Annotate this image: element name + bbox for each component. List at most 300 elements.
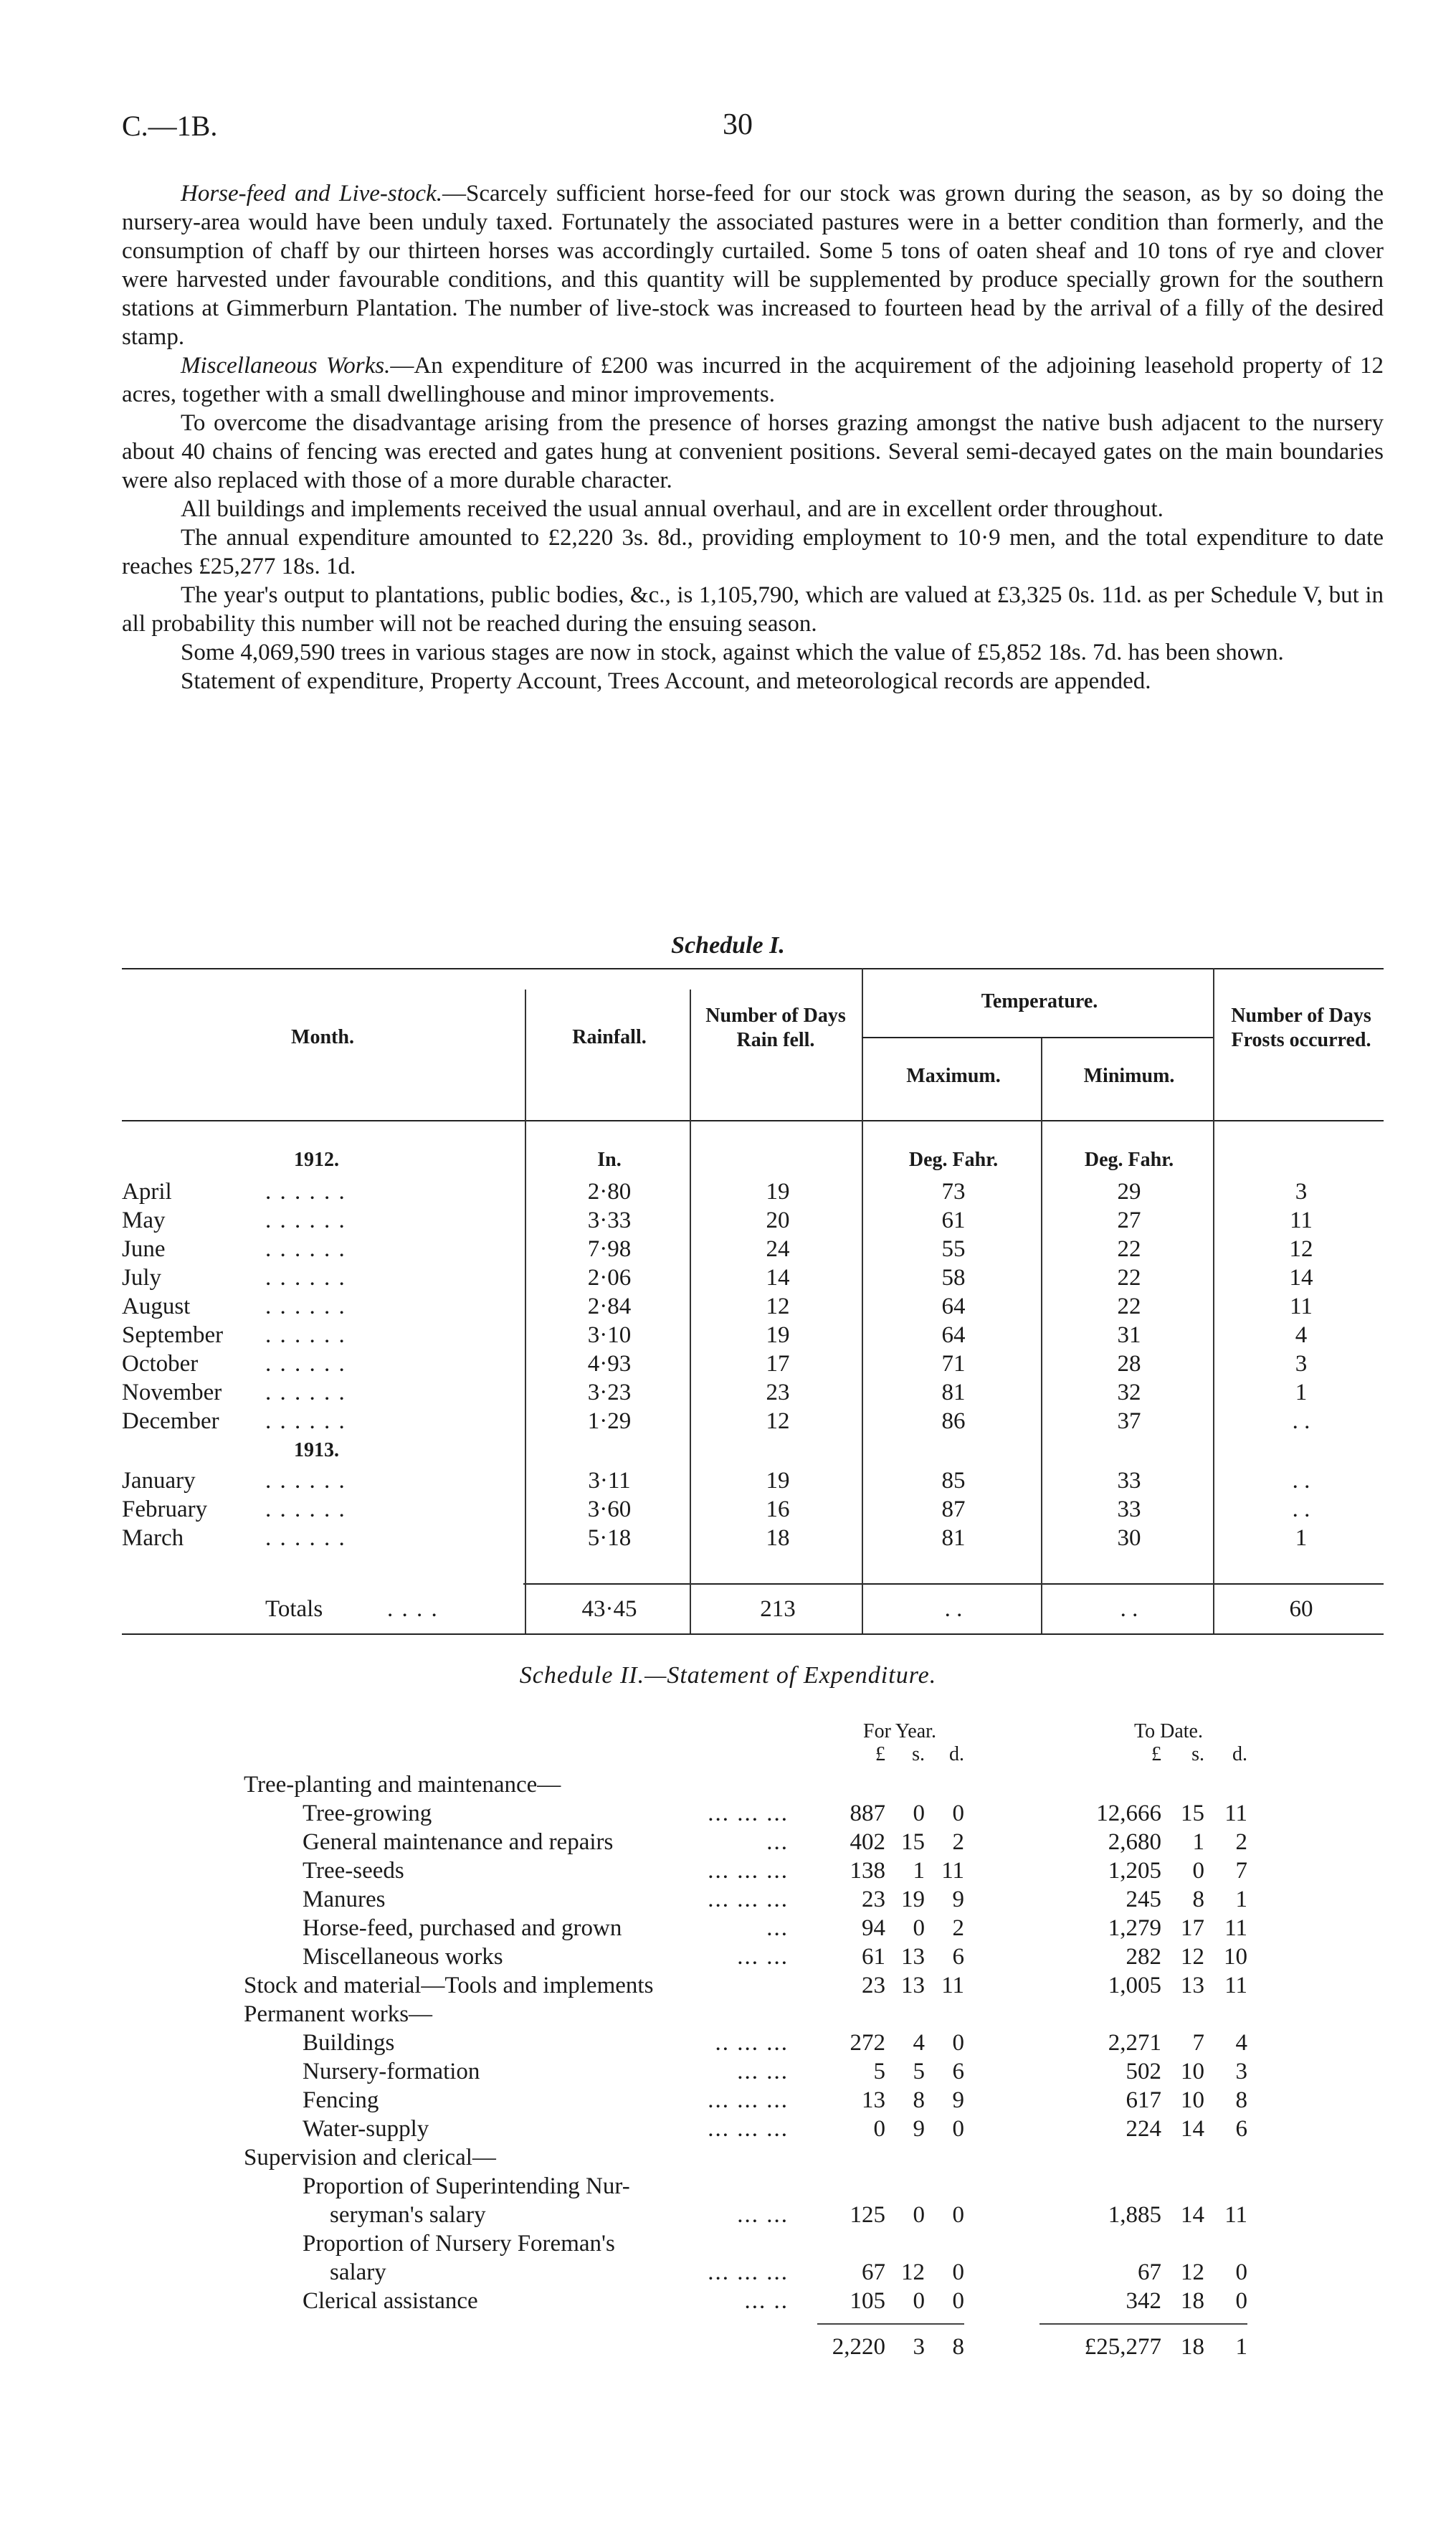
table-rule-header [122, 1120, 1384, 1121]
frosts-cell: . . [1292, 1496, 1310, 1522]
date-pence: 3 [1235, 2059, 1247, 2084]
rain-days-cell: 16 [766, 1496, 790, 1522]
date-pounds: 1,205 [1108, 1858, 1161, 1884]
table-row [122, 1265, 1384, 1294]
year-shillings: 15 [901, 1829, 925, 1855]
frosts-cell: 11 [1290, 1208, 1313, 1233]
pounds-heading: £ [875, 1743, 885, 1765]
year-pounds: 105 [850, 2288, 885, 2314]
min-temp-cell: 33 [1117, 1468, 1141, 1494]
month-cell: March [122, 1525, 184, 1551]
table-row [122, 1294, 1384, 1322]
paragraph [122, 409, 1384, 495]
year-shillings: 1 [913, 1858, 925, 1884]
year-pounds: 13 [862, 2087, 885, 2113]
frosts-cell: 4 [1295, 1322, 1308, 1348]
paragraph-text: The annual expenditure amounted to £2,220 3s. 8d., providing employment to 10·9 men, and the total expenditure to date reaches £25,277 18s. 1d. [122, 525, 1384, 579]
paragraph-lead: Miscellaneous Works. [181, 353, 391, 379]
year-row [122, 1439, 1384, 1468]
frosts-cell: . . [1292, 1408, 1310, 1434]
year-pounds: 23 [862, 1973, 885, 1998]
month-cell: January [122, 1468, 196, 1494]
date-shillings: 17 [1181, 1915, 1204, 1941]
year-pence: 2 [952, 1829, 964, 1855]
max-unit: Deg. Fahr. [908, 1149, 999, 1171]
month-cell: September [122, 1322, 224, 1348]
expense-label: Tree-growing [303, 1801, 432, 1826]
rainfall-cell: 1·29 [587, 1408, 632, 1434]
pounds-heading: £ [1151, 1743, 1161, 1765]
paragraph [122, 179, 1384, 351]
min-temp-cell: 32 [1117, 1380, 1141, 1405]
year-shillings: 8 [913, 2087, 925, 2113]
min-temp-cell: 22 [1117, 1294, 1141, 1319]
date-pounds: 224 [1126, 2116, 1161, 2142]
expense-label: Clerical assistance [303, 2288, 478, 2314]
expense-row [244, 2057, 1290, 2086]
for-year-heading: For Year. [863, 1720, 936, 1742]
rain-days-cell: 24 [766, 1236, 790, 1262]
expense-row [244, 2000, 1290, 2029]
date-pence: 11 [1224, 1973, 1247, 1998]
year-total-shillings: 3 [913, 2334, 925, 2360]
leader-dots: . . . . . . [265, 1408, 346, 1434]
paragraph-text: The year's output to plantations, public bodies, &c., is 1,105,790, which are valued at £3,325 0s. 11d. as per Schedule V, but in all probability this number will not be reached during the ensuing season. [122, 582, 1384, 637]
month-cell: February [122, 1496, 208, 1522]
year-pounds: 138 [850, 1858, 885, 1884]
paragraph-text: —An expenditure of £200 was incurred in the acquirement of the adjoining leasehold property of 12 acres, together with a small dwellinghouse and minor improvements. [122, 353, 1384, 407]
year-shillings: 12 [901, 2259, 925, 2285]
expense-label: Water-supply [303, 2116, 429, 2142]
units-row [122, 1149, 1384, 1177]
date-pence: 0 [1235, 2288, 1247, 2314]
header-frosts: Number of Days Frosts occurred. [1231, 1005, 1371, 1051]
min-temp-cell: 29 [1117, 1179, 1141, 1205]
month-cell: December [122, 1408, 219, 1434]
leader-dots: . . . . [387, 1596, 439, 1622]
header-temperature: Temperature. [981, 990, 1098, 1012]
paragraph [122, 495, 1384, 523]
rainfall-cell: 4·93 [587, 1351, 632, 1377]
table-row [122, 1468, 1384, 1496]
expense-row [244, 1856, 1290, 1885]
min-temp-cell: 27 [1117, 1208, 1141, 1233]
year-pounds: 272 [850, 2030, 885, 2056]
table-row [122, 1236, 1384, 1265]
pence-heading: d. [1232, 1743, 1247, 1765]
year-pence: 11 [941, 1858, 964, 1884]
year-pounds: 402 [850, 1829, 885, 1855]
date-shillings: 7 [1192, 2030, 1204, 2056]
max-temp-cell: 87 [941, 1496, 966, 1522]
min-temp-cell: 30 [1117, 1525, 1141, 1551]
year-pounds: 94 [862, 1915, 885, 1941]
totals-max: . . [944, 1596, 963, 1622]
expense-label: Proportion of Nursery Foreman's [303, 2231, 615, 2257]
date-total-shillings: 18 [1181, 2334, 1204, 2360]
table-rule-totals [523, 1583, 1384, 1585]
paragraph-text: All buildings and implements received the usual annual overhaul, and are in excellent order throughout. [181, 496, 1164, 522]
max-temp-cell: 81 [941, 1525, 966, 1551]
date-shillings: 1 [1192, 1829, 1204, 1855]
date-shillings: 15 [1181, 1801, 1204, 1826]
table-row [122, 1380, 1384, 1408]
date-shillings: 13 [1181, 1973, 1204, 1998]
totals-days: 213 [760, 1596, 796, 1622]
date-pence: 11 [1224, 1915, 1247, 1941]
max-temp-cell: 85 [941, 1468, 966, 1494]
expense-label: Horse-feed, purchased and grown [303, 1915, 622, 1941]
year-pence: 0 [952, 2259, 964, 2285]
year-label: 1913. [294, 1439, 339, 1461]
date-pounds: 245 [1126, 1887, 1161, 1912]
year-pounds: 23 [862, 1887, 885, 1912]
year-pence: 11 [941, 1973, 964, 1998]
body-text [122, 179, 1384, 696]
date-shillings: 18 [1181, 2288, 1204, 2314]
max-temp-cell: 86 [941, 1408, 966, 1434]
paragraph [122, 667, 1384, 696]
year-shillings: 0 [913, 1915, 925, 1941]
min-temp-cell: 28 [1117, 1351, 1141, 1377]
leader-dots: .. ... ... [715, 2030, 789, 2056]
frosts-cell: 14 [1289, 1265, 1313, 1291]
date-shillings: 0 [1192, 1858, 1204, 1884]
date-shillings: 8 [1192, 1887, 1204, 1912]
expense-label: Stock and material—Tools and implements [244, 1973, 654, 1998]
table-rule-top [122, 968, 1384, 969]
rain-days-cell: 19 [766, 1322, 790, 1348]
year-shillings: 0 [913, 2288, 925, 2314]
frosts-cell: 1 [1295, 1380, 1308, 1405]
rainfall-cell: 3·23 [587, 1380, 632, 1405]
date-pounds: 1,005 [1108, 1973, 1161, 1998]
min-temp-cell: 37 [1117, 1408, 1141, 1434]
expense-label: Fencing [303, 2087, 379, 2113]
expense-row [244, 2229, 1290, 2258]
year-shillings: 13 [901, 1973, 925, 1998]
header-maximum: Maximum. [906, 1065, 1001, 1087]
expense-row [244, 2115, 1290, 2143]
year-pence: 6 [952, 1944, 964, 1970]
leader-dots: . . . . . . [265, 1236, 346, 1262]
paragraph-text: —Scarcely sufficient horse-feed for our stock was grown during the season, as by so doing the nursery-area would have been unduly taxed. Fortunately the associated pastures were in a better condition than formerly, and the consumption of chaff by our thirteen horses was accordingly curtailed. Some 5 tons of oaten sheaf and 10 tons of rye and clover were harvested under favourable conditions, and this quantity will be supplemented by produce specially grown for the southern stations at Gimmerburn Plantation. The number of live-stock was increased to fourteen head by the arrival of a filly of the desired stamp. [122, 181, 1384, 350]
year-pence: 0 [952, 2288, 964, 2314]
expense-label: Supervision and clerical— [244, 2145, 496, 2170]
rain-days-cell: 23 [766, 1380, 790, 1405]
pence-heading: d. [949, 1743, 964, 1765]
page-reference: C.—1B. [122, 110, 218, 142]
table-row [122, 1351, 1384, 1380]
paragraph [122, 351, 1384, 409]
year-pounds: 67 [862, 2259, 885, 2285]
year-pounds: 0 [873, 2116, 885, 2142]
year-shillings: 5 [913, 2059, 925, 2084]
lsd-headings [244, 1740, 1290, 1769]
frosts-cell: 3 [1295, 1179, 1308, 1205]
rain-days-cell: 17 [766, 1351, 790, 1377]
date-pence: 11 [1224, 1801, 1247, 1826]
leader-dots: ... ... [737, 2202, 789, 2228]
expense-label: Tree-seeds [303, 1858, 404, 1884]
rainfall-cell: 3·60 [587, 1496, 632, 1522]
expense-row [244, 1828, 1290, 1856]
date-shillings: 14 [1181, 2116, 1204, 2142]
max-temp-cell: 61 [941, 1208, 966, 1233]
frosts-cell: 12 [1289, 1236, 1313, 1262]
paragraph [122, 581, 1384, 638]
paragraph-text: Statement of expenditure, Property Account, Trees Account, and meteorological records are appended. [181, 668, 1151, 694]
total-rule [817, 2323, 964, 2325]
table-row [122, 1525, 1384, 1554]
rain-days-cell: 12 [766, 1408, 790, 1434]
date-pounds: 2,271 [1108, 2030, 1161, 2056]
rainfall-cell: 2·80 [587, 1179, 632, 1205]
rain-days-cell: 19 [766, 1179, 790, 1205]
expense-label: Proportion of Superintending Nur- [303, 2173, 630, 2199]
month-cell: May [122, 1208, 166, 1233]
expense-row [244, 2172, 1290, 2201]
frosts-cell: 11 [1290, 1294, 1313, 1319]
page-number: 30 [723, 108, 753, 141]
paragraph-lead: Horse-feed and Live-stock. [181, 181, 442, 207]
table-rule-bottom [122, 1633, 1384, 1635]
max-temp-cell: 64 [941, 1322, 966, 1348]
table-row [122, 1408, 1384, 1437]
rainfall-cell: 2·84 [587, 1294, 632, 1319]
leader-dots: ... ... [737, 2059, 789, 2084]
expense-row [244, 1971, 1290, 2000]
min-temp-cell: 33 [1117, 1496, 1141, 1522]
paragraph-text: To overcome the disadvantage arising from the presence of horses grazing amongst the native bush adjacent to the nursery about 40 chains of fencing was erected and gates hung at convenient positions. Several semi-decayed gates on the main boundaries were also replaced with those of a more durable character. [122, 410, 1384, 493]
date-pence: 6 [1235, 2116, 1247, 2142]
month-cell: June [122, 1236, 166, 1262]
header-rainfall: Rainfall. [572, 1026, 647, 1048]
date-pounds: 12,666 [1096, 1801, 1161, 1826]
paragraph [122, 638, 1384, 667]
table-row [122, 1322, 1384, 1351]
leader-dots: . . . . . . [265, 1525, 346, 1551]
table-row [122, 1179, 1384, 1208]
rain-days-cell: 14 [766, 1265, 790, 1291]
expense-row [244, 1942, 1290, 1971]
paragraph [122, 523, 1384, 581]
schedule1-table [122, 968, 1384, 1635]
year-shillings: 9 [913, 2116, 925, 2142]
schedule2-title: Schedule II.—Statement of Expenditure. [519, 1662, 937, 1689]
totals-min: . . [1120, 1596, 1138, 1622]
expense-label: Tree-planting and maintenance— [244, 1772, 561, 1798]
min-temp-cell: 22 [1117, 1236, 1141, 1262]
expense-row [244, 1914, 1290, 1942]
schedule2-table [244, 1717, 1290, 2363]
frosts-cell: 1 [1295, 1525, 1308, 1551]
year-pence: 9 [952, 2087, 964, 2113]
leader-dots: ... ... [737, 1944, 789, 1970]
expense-row [244, 2029, 1290, 2057]
rainfall-cell: 3·33 [587, 1208, 632, 1233]
totals-frosts: 60 [1289, 1596, 1313, 1622]
schedule1-title: Schedule I. [671, 932, 785, 959]
leader-dots: . . . . . . [265, 1380, 346, 1405]
rain-days-cell: 18 [766, 1525, 790, 1551]
date-pounds: 617 [1126, 2087, 1161, 2113]
expense-row [244, 2287, 1290, 2315]
expense-label: Permanent works— [244, 2001, 433, 2027]
year-pence: 9 [952, 1887, 964, 1912]
total-rule [1039, 2323, 1247, 2325]
totals-rainfall: 43·45 [581, 1596, 637, 1622]
leader-dots: ... ... ... [708, 1858, 789, 1884]
year-total-pounds: 2,220 [832, 2334, 885, 2360]
year-shillings: 19 [901, 1887, 925, 1912]
rain-days-cell: 19 [766, 1468, 790, 1494]
leader-dots: ... [766, 1829, 789, 1855]
rainfall-cell: 3·11 [588, 1468, 631, 1494]
date-shillings: 10 [1181, 2059, 1204, 2084]
date-pence: 8 [1235, 2087, 1247, 2113]
leader-dots: ... .. [744, 2288, 789, 2314]
paragraph-text: Some 4,069,590 trees in various stages are now in stock, against which the value of £5,852 18s. 7d. has been shown. [181, 640, 1284, 665]
year-shillings: 4 [913, 2030, 925, 2056]
min-temp-cell: 31 [1117, 1322, 1141, 1348]
shillings-heading: s. [912, 1743, 925, 1765]
shillings-heading: s. [1191, 1743, 1204, 1765]
to-date-heading: To Date. [1133, 1720, 1203, 1742]
year-pence: 0 [952, 2202, 964, 2228]
date-pence: 4 [1235, 2030, 1247, 2056]
rainfall-cell: 5·18 [587, 1525, 632, 1551]
max-temp-cell: 58 [941, 1265, 966, 1291]
date-shillings: 12 [1181, 1944, 1204, 1970]
date-pounds: 1,885 [1108, 2202, 1161, 2228]
month-cell: October [122, 1351, 199, 1377]
table-row [122, 1208, 1384, 1236]
leader-dots: ... ... ... [708, 2087, 789, 2113]
year-pence: 0 [952, 2116, 964, 2142]
date-pounds: 1,279 [1108, 1915, 1161, 1941]
expense-label: salary [330, 2259, 386, 2285]
totals-label: Totals [265, 1596, 323, 1622]
year-pounds: 61 [862, 1944, 885, 1970]
year-total-pence: 8 [952, 2334, 964, 2360]
date-pounds: 342 [1126, 2288, 1161, 2314]
max-temp-cell: 64 [941, 1294, 966, 1319]
max-temp-cell: 71 [941, 1351, 966, 1377]
year-pounds: 5 [873, 2059, 885, 2084]
date-pence: 0 [1235, 2259, 1247, 2285]
total-row [244, 2333, 1290, 2361]
header-minimum: Minimum. [1083, 1065, 1175, 1087]
leader-dots: . . . . . . [265, 1468, 346, 1494]
date-total-pounds: £25,277 [1084, 2334, 1161, 2360]
rainfall-cell: 3·10 [587, 1322, 632, 1348]
frosts-cell: 3 [1295, 1351, 1308, 1377]
year-shillings: 13 [901, 1944, 925, 1970]
expense-label: Miscellaneous works [303, 1944, 503, 1970]
totals-row [122, 1596, 1384, 1625]
header-month: Month. [291, 1026, 354, 1048]
leader-dots: ... ... ... [708, 2116, 789, 2142]
frosts-cell: . . [1292, 1468, 1310, 1494]
temp-subrule [862, 1037, 1213, 1038]
rainfall-cell: 7·98 [587, 1236, 632, 1262]
year-shillings: 0 [913, 1801, 925, 1826]
year-label: 1912. [294, 1149, 339, 1171]
rain-days-cell: 12 [766, 1294, 790, 1319]
month-cell: November [122, 1380, 222, 1405]
leader-dots: ... ... ... [708, 1801, 789, 1826]
rain-days-cell: 20 [766, 1208, 790, 1233]
year-pounds: 887 [850, 1801, 885, 1826]
date-pence: 7 [1235, 1858, 1247, 1884]
date-pence: 10 [1224, 1944, 1247, 1970]
expense-label: Nursery-formation [303, 2059, 480, 2084]
leader-dots: ... ... ... [708, 2259, 789, 2285]
leader-dots: . . . . . . [265, 1208, 346, 1233]
year-pence: 0 [952, 2030, 964, 2056]
rainfall-cell: 2·06 [587, 1265, 632, 1291]
expense-row [244, 1885, 1290, 1914]
max-temp-cell: 73 [941, 1179, 966, 1205]
expense-label: General maintenance and repairs [303, 1829, 614, 1855]
leader-dots: ... [766, 1915, 789, 1941]
date-pounds: 282 [1126, 1944, 1161, 1970]
leader-dots: . . . . . . [265, 1294, 346, 1319]
date-shillings: 12 [1181, 2259, 1204, 2285]
expense-row [244, 1770, 1290, 1799]
date-shillings: 10 [1181, 2087, 1204, 2113]
leader-dots: . . . . . . [265, 1179, 346, 1205]
leader-dots: . . . . . . [265, 1496, 346, 1522]
max-temp-cell: 55 [941, 1236, 966, 1262]
year-pence: 6 [952, 2059, 964, 2084]
year-shillings: 0 [913, 2202, 925, 2228]
date-pence: 1 [1235, 1887, 1247, 1912]
date-total-pence: 1 [1235, 2334, 1247, 2360]
leader-dots: . . . . . . [265, 1322, 346, 1348]
date-pounds: 2,680 [1108, 1829, 1161, 1855]
date-pence: 2 [1235, 1829, 1247, 1855]
year-pence: 2 [952, 1915, 964, 1941]
date-shillings: 14 [1181, 2202, 1204, 2228]
expense-row [244, 2258, 1290, 2287]
min-temp-cell: 22 [1117, 1265, 1141, 1291]
month-cell: July [122, 1265, 162, 1291]
expense-row [244, 2086, 1290, 2115]
year-pence: 0 [952, 1801, 964, 1826]
date-pounds: 67 [1138, 2259, 1161, 2285]
expense-label: Manures [303, 1887, 386, 1912]
date-pence: 11 [1224, 2202, 1247, 2228]
expense-label: seryman's salary [330, 2202, 486, 2228]
expense-label: Buildings [303, 2030, 395, 2056]
min-unit: Deg. Fahr. [1084, 1149, 1174, 1171]
leader-dots: . . . . . . [265, 1265, 346, 1291]
expense-row [244, 2201, 1290, 2229]
month-cell: August [122, 1294, 191, 1319]
leader-dots: . . . . . . [265, 1351, 346, 1377]
expense-row [244, 1799, 1290, 1828]
year-pounds: 125 [850, 2202, 885, 2228]
leader-dots: ... ... ... [708, 1887, 789, 1912]
date-pounds: 502 [1126, 2059, 1161, 2084]
header-rain-days: Number of Days Rain fell. [705, 1005, 846, 1051]
table-row [122, 1496, 1384, 1525]
rainfall-unit: In. [597, 1149, 622, 1171]
month-cell: April [122, 1179, 172, 1205]
expense-row [244, 2143, 1290, 2172]
